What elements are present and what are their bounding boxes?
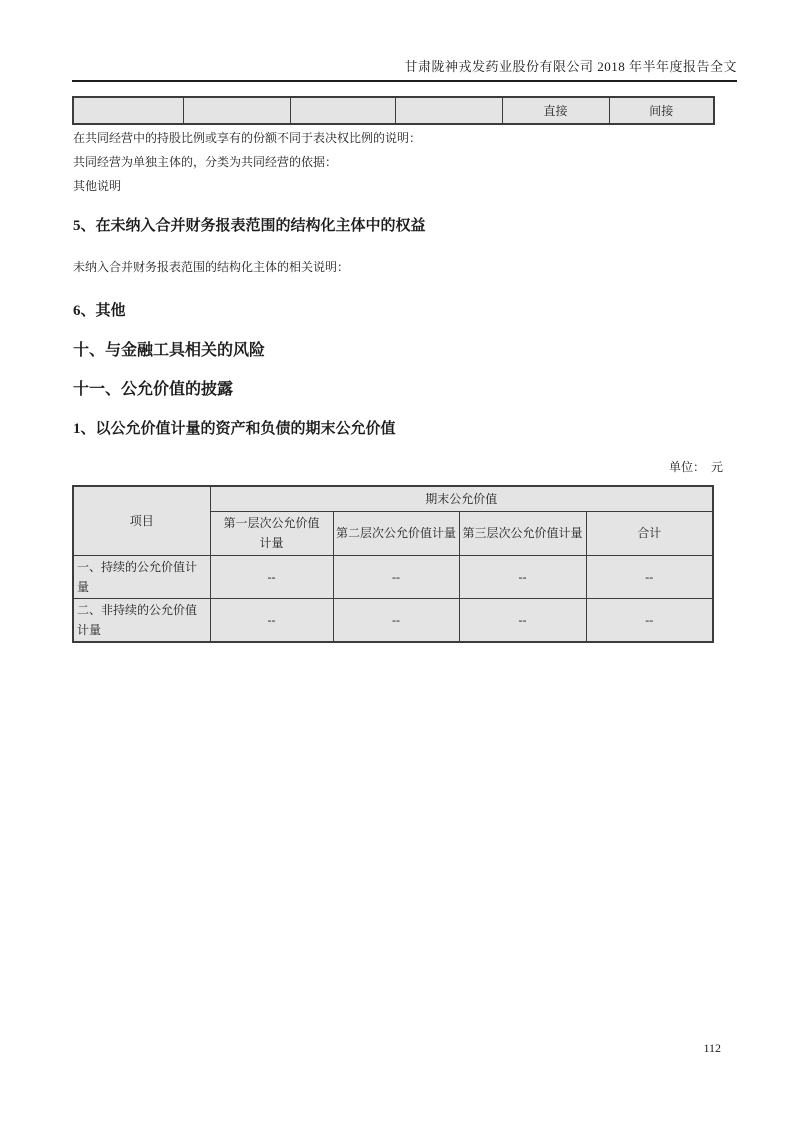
note-line: 在共同经营中的持股比例或享有的份额不同于表决权比例的说明：: [73, 131, 422, 145]
heading-subsection-1: 1、以公允价值计量的资产和负债的期末公允价值: [73, 421, 396, 437]
heading-section-6: 6、其他: [73, 303, 126, 319]
table-row-non-continuous: [73, 598, 713, 642]
cell-value: --: [210, 555, 333, 598]
table-header-row: [73, 486, 713, 511]
column-header-item: 项目: [73, 486, 210, 555]
column-header-level1: 第一层次公允价值计量: [210, 511, 333, 555]
page-header-title: 甘肃陇神戎发药业股份有限公司 2018 年半年度报告全文: [404, 59, 737, 74]
header-divider: [72, 80, 737, 82]
heading-chapter-10: 十、与金融工具相关的风险: [73, 342, 266, 359]
carryover-cell: [73, 97, 183, 124]
carryover-cell: [183, 97, 290, 124]
note-line: 共同经营为单独主体的，分类为共同经营的依据：: [73, 155, 338, 169]
column-header-total: 合计: [586, 511, 713, 555]
carryover-cell-direct: 直接: [502, 97, 609, 124]
cell-value: --: [333, 555, 459, 598]
cell-value: --: [586, 555, 713, 598]
table-row: [73, 97, 714, 124]
note-line: 其他说明: [73, 179, 122, 193]
carryover-table: [72, 96, 715, 125]
row-label: 一、持续的公允价值计量: [73, 555, 210, 598]
row-label: 二、非持续的公允价值计量: [73, 598, 210, 642]
heading-chapter-11: 十一、公允价值的披露: [73, 381, 234, 398]
table-row-continuous: [73, 555, 713, 598]
carryover-cell: [290, 97, 395, 124]
cell-value: --: [333, 598, 459, 642]
carryover-cell: [395, 97, 502, 124]
heading-section-5: 5、在未纳入合并财务报表范围的结构化主体中的权益: [73, 218, 426, 234]
cell-value: --: [586, 598, 713, 642]
column-header-level3: 第三层次公允价值计量: [459, 511, 586, 555]
cell-value: --: [459, 555, 586, 598]
page-number: 112: [703, 1041, 721, 1055]
fair-value-table: [72, 485, 714, 643]
structured-entity-note: 未纳入合并财务报表范围的结构化主体的相关说明：: [73, 260, 350, 274]
cell-value: --: [459, 598, 586, 642]
cell-value: --: [210, 598, 333, 642]
joint-operation-notes: [73, 126, 421, 198]
group-header-fair-value: 期末公允价值: [210, 486, 713, 511]
carryover-cell-indirect: 间接: [609, 97, 714, 124]
column-header-level2: 第二层次公允价值计量: [333, 511, 459, 555]
unit-label: 单位： 元: [668, 460, 723, 474]
